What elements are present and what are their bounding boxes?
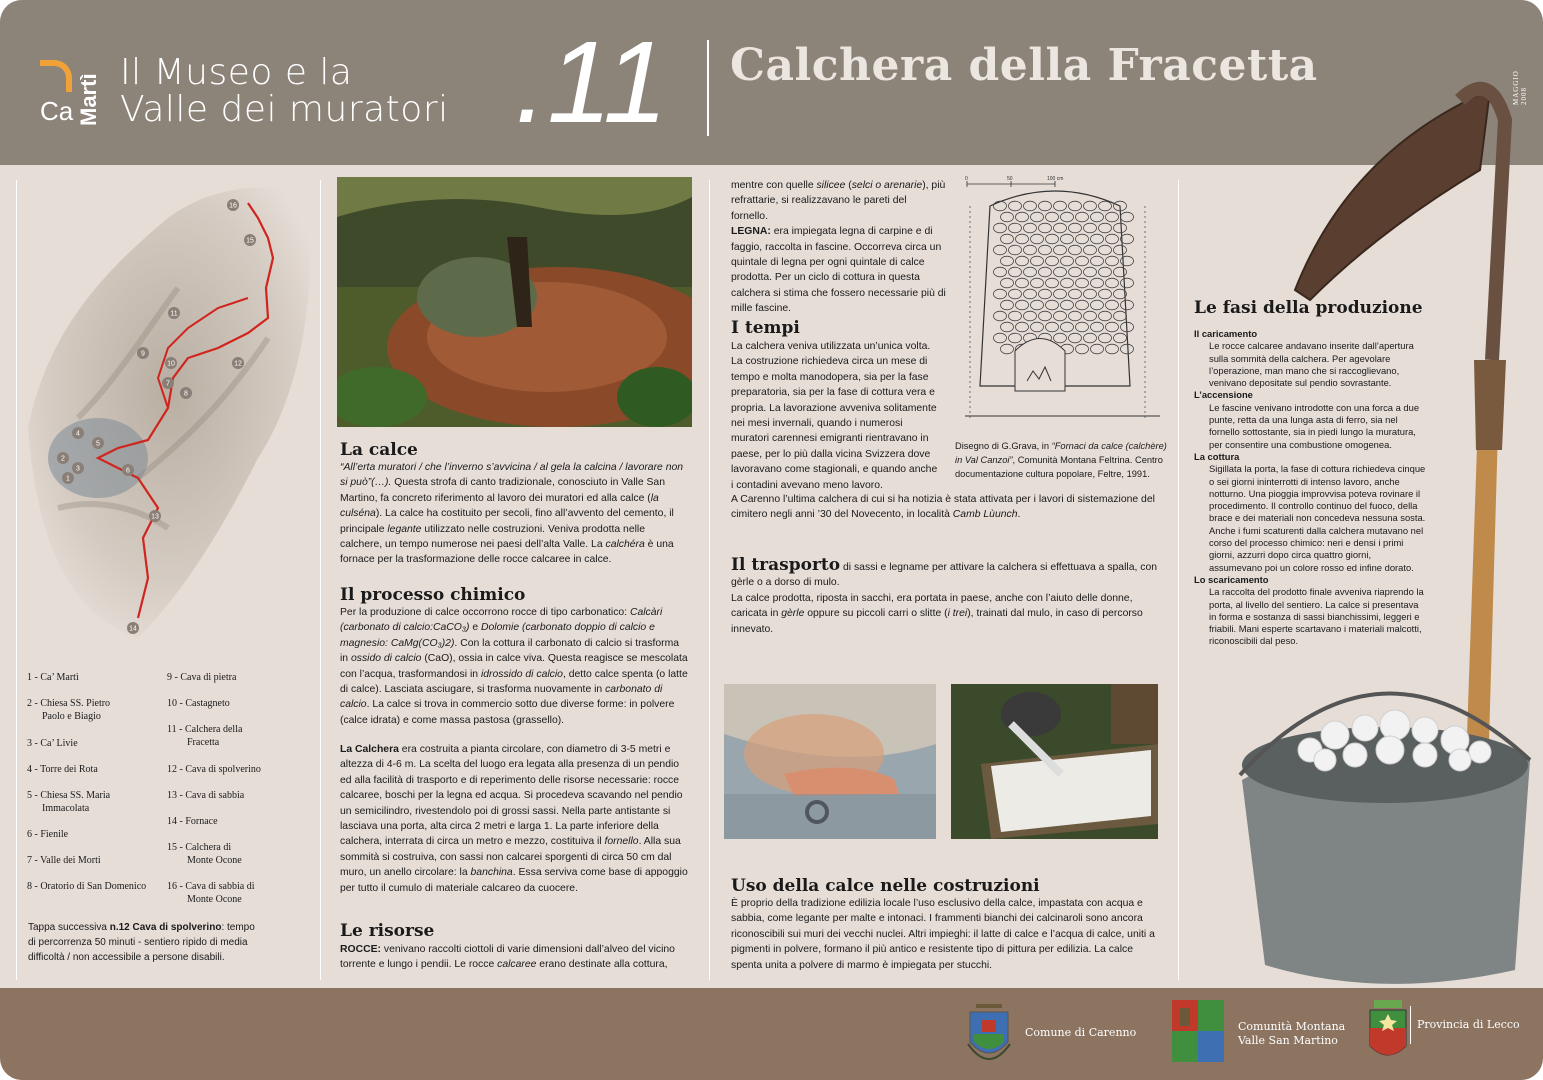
map-marker: 11: [170, 310, 178, 318]
drawing-stone: [994, 267, 1007, 277]
drawing-stone: [1031, 234, 1044, 244]
drawing-stone: [1016, 212, 1029, 222]
drawing-stone: [1009, 245, 1022, 255]
heading-processo-chimico: Il processo chimico: [340, 585, 526, 605]
footer-carenno: Comune di Carenno: [1025, 1026, 1137, 1039]
trail-map: [18, 178, 318, 648]
column-divider: [709, 180, 710, 980]
drawing-stone: [1054, 333, 1067, 343]
risorse-paragraph: ROCCE: venivano raccolti ciottoli di varie dimensioni dall’alveo del vicino torrente e lungo i pendii. Le rocce calcaree erano destinate alla cottura,: [340, 944, 675, 971]
column-divider: [16, 180, 17, 980]
drawing-stone: [1001, 212, 1014, 222]
footer-comunita: Comunità Montana Valle San Martino: [1238, 1020, 1346, 1047]
scale-label: 0: [965, 176, 968, 182]
drawing-stone: [1099, 267, 1112, 277]
legend-item: 12 - Cava di spolverino: [167, 764, 261, 775]
drawing-stone: [1121, 256, 1134, 266]
map-marker: 13: [151, 513, 159, 521]
drawing-stone: [1069, 333, 1082, 343]
map-marker: 8: [184, 390, 188, 398]
map-legend: [27, 671, 317, 911]
legend-item: 6 - Fienile: [27, 829, 69, 840]
drawing-stone: [1091, 322, 1104, 332]
comunita-montana-crest-icon: [1172, 1000, 1224, 1062]
map-marker: 7: [166, 380, 170, 388]
heading-il-trasporto: Il trasporto: [731, 555, 841, 575]
drawing-stone: [1099, 311, 1112, 321]
map-marker: 3: [76, 465, 80, 473]
legend-item: 14 - Fornace: [167, 816, 218, 827]
footer-provincia: Provincia di Lecco: [1417, 1018, 1520, 1031]
logo-marti: Martì: [76, 73, 101, 126]
provincia-lecco-crest-icon: [1366, 998, 1410, 1064]
drawing-stone: [1069, 267, 1082, 277]
drawing-stone: [1121, 344, 1134, 354]
drawing-stone: [1046, 278, 1059, 288]
footer-divider: [1410, 1006, 1411, 1044]
fase-item: Il caricamento Le rocce calcaree andavano inserite dall’apertura sulla sommità della calchera. Per agevolare l’operazione, man mano che si raccoglievano, venivano depositate sul pendio sovrastante.: [1194, 328, 1414, 389]
drawing-stone: [1076, 212, 1089, 222]
drawing-stone: [1084, 289, 1097, 299]
drawing-stone: [1091, 278, 1104, 288]
drawing-stone: [1114, 333, 1127, 343]
drawing-stone: [1054, 223, 1067, 233]
legend-item: 10 - Castagneto: [167, 698, 230, 709]
drawing-stone: [1009, 267, 1022, 277]
drawing-stone: [1106, 300, 1119, 310]
lime-putty-photo: [951, 684, 1158, 839]
drawing-stone: [1084, 245, 1097, 255]
drawing-stone: [1054, 267, 1067, 277]
map-marker: 5: [96, 440, 100, 448]
drawing-stone: [1069, 223, 1082, 233]
drawing-stone: [1121, 300, 1134, 310]
title-divider: [707, 40, 709, 136]
drawing-stone: [1091, 234, 1104, 244]
drawing-stone: [1031, 278, 1044, 288]
museum-title: [120, 54, 449, 128]
drawing-stone: [1061, 278, 1074, 288]
drawing-stone: [1009, 201, 1022, 211]
drawing-stone: [1009, 311, 1022, 321]
heading-i-tempi: I tempi: [731, 318, 800, 338]
drawing-stone: [1046, 256, 1059, 266]
museum-title-line1: Il Museo e la: [120, 52, 353, 93]
legend-item: 9 - Cava di pietra: [167, 672, 237, 683]
map-marker: 10: [167, 360, 175, 368]
drawing-stone: [1076, 234, 1089, 244]
drawing-stone: [1106, 212, 1119, 222]
drawing-stone: [1016, 278, 1029, 288]
uso-paragraph: È proprio della tradizione edilizia locale l’uso esclusivo della calce, impastata con acqua e sabbia, come legante per malte e intonaci. I frammenti bianchi dei calcinaroli sono ancora riconoscibili sui muri dei vecchi nuclei. Altri impieghi: il latte di calce e l’acqua di calce, uniti a pigmenti in polvere, formano il più antico e resistente tipo di pittura per edilizia. La calce spenta unita a polvere di marmo è impiegata per stucchi.: [731, 898, 1155, 971]
footer-band: [0, 988, 1543, 1080]
date-stamp: MAGGIO 2008: [1512, 70, 1528, 105]
drawing-stone: [1031, 300, 1044, 310]
drawing-stone: [1069, 245, 1082, 255]
scale-label: 100 cm: [1047, 176, 1064, 182]
drawing-stone: [1054, 201, 1067, 211]
drawing-stone: [1106, 278, 1119, 288]
wall-plaster-photo: [724, 684, 936, 839]
map-marker: 14: [129, 625, 137, 633]
risorse-continued-paragraph: mentre con quelle silicee (selci o arenarie), più refrattarie, si realizzavano le pareti del fornello. LEGNA: era impiegata legna di carpine e di faggio, raccolta in fascine. Occorreva circa un quintale di legna per ogni quintale di calce prodotta. Per un ciclo di cottura in questa calchera si stima che fossero necessarie più di mille fascine.: [731, 180, 946, 315]
calchera-ruin-photo: [337, 177, 692, 427]
drawing-stone: [994, 223, 1007, 233]
map-marker: 15: [246, 237, 254, 245]
map-marker: 2: [61, 455, 65, 463]
drawing-stone: [1099, 223, 1112, 233]
fase-item: La cottura Sigillata la porta, la fase di cottura richiedeva cinque o sei giorni ininterrotti di intenso lavoro, anche notturno. Una pioggia improvvisa poteva rovinare il procedimento. Il controllo continuo del fuoco, della brace e dei materiali non concedeva nessuna sosta. Anche i fumi scaturenti dalla calchera mutavano nel corso del processo chimico: neri e densi i primi giorni, azzurri dopo circa quattro giorni, assumevano poi un colore rosso ed infine dorato.: [1194, 450, 1426, 573]
legend-item: 13 - Cava di sabbia: [167, 790, 245, 801]
drawing-stone: [1054, 311, 1067, 321]
legend-item: 11 - Calchera della Fracetta: [167, 724, 243, 748]
heading-le-risorse: Le risorse: [340, 921, 435, 941]
hoe-and-lime-bucket-illustration: [1230, 60, 1543, 988]
tempi-paragraph: La calchera veniva utilizzata un’unica volta. La costruzione richiedeva circa un mese di tempo e molta manodopera, sia per la fase preparatoria, sia per la fase di cottura vera e propria. La lavorazione avveniva solitamente nei mesi invernali, quando i numerosi muratori carennesi emigranti rientravano in paese, per lo più dalla vicina Svizzera dove lavoravano come stagionali, e quando anche i contadini avevano meno lavoro.: [731, 341, 938, 491]
drawing-stone: [1054, 289, 1067, 299]
fase-item: Lo scaricamento La raccolta del prodotto finale avveniva riaprendo la porta, al livello del sentiero. La calce si presentava in forma e sostanza di sassi bianchissimi, leggeri e friabili. Mani esperte scartavano i materiali malcotti, riconoscibili dal peso.: [1194, 573, 1424, 647]
drawing-stone: [1076, 322, 1089, 332]
drawing-stone: [1046, 322, 1059, 332]
column-divider: [1178, 180, 1179, 980]
drawing-stone: [1009, 223, 1022, 233]
drawing-stone: [1001, 344, 1014, 354]
drawing-stone: [1039, 245, 1052, 255]
map-marker: 16: [229, 202, 237, 210]
logo-ca: Ca: [40, 96, 74, 126]
drawing-stone: [1061, 234, 1074, 244]
drawing-stone: [1024, 311, 1037, 321]
scale-label: 50: [1007, 176, 1013, 182]
drawing-stone: [1024, 201, 1037, 211]
carenno-crest-icon: [962, 994, 1016, 1066]
drawing-stone: [1046, 234, 1059, 244]
drawing-stone: [1046, 300, 1059, 310]
drawing-stone: [1001, 322, 1014, 332]
legend-item: 16 - Cava di sabbia di Monte Ocone: [167, 881, 255, 905]
next-stop-name: n.12 Cava di spolverino: [109, 922, 222, 933]
drawing-stone: [994, 245, 1007, 255]
map-marker: 12: [234, 360, 242, 368]
drawing-stone: [1099, 245, 1112, 255]
drawing-stone: [994, 333, 1007, 343]
fase-item: L’accensione Le fascine venivano introdotte con una forca a due punte, retta da una lunga asta di ferro, sia nel fornello sottostante, sia in piedi lungo la muratura, per consentire una combustione omogenea.: [1194, 389, 1420, 450]
drawing-stone: [1039, 311, 1052, 321]
drawing-stone: [1069, 289, 1082, 299]
legend-item: 3 - Ca’ Livie: [27, 738, 78, 749]
calchera-section-drawing: [955, 176, 1170, 431]
drawing-stone: [1084, 311, 1097, 321]
drawing-stone: [1069, 201, 1082, 211]
drawing-stone: [1091, 256, 1104, 266]
drawing-stone: [1046, 212, 1059, 222]
drawing-stone: [994, 289, 1007, 299]
drawing-stone: [1031, 256, 1044, 266]
drawing-stone: [1061, 256, 1074, 266]
drawing-stone: [1001, 234, 1014, 244]
drawing-stone: [1099, 201, 1112, 211]
drawing-stone: [1061, 300, 1074, 310]
drawing-stone: [1016, 234, 1029, 244]
drawing-stone: [1114, 245, 1127, 255]
drawing-stone: [1031, 212, 1044, 222]
drawing-stone: [1001, 300, 1014, 310]
legend-item: 5 - Chiesa SS. Maria Immacolata: [27, 790, 111, 814]
legend-item: 2 - Chiesa SS. Pietro Paolo e Biagio: [27, 698, 111, 722]
legend-item: 4 - Torre dei Rota: [27, 764, 98, 775]
drawing-stone: [1001, 256, 1014, 266]
drawing-stone: [994, 201, 1007, 211]
drawing-stone: [1061, 212, 1074, 222]
legend-item: 15 - Calchera di Monte Ocone: [167, 842, 242, 866]
logo-arc-icon: [40, 60, 72, 92]
map-marker: 4: [76, 430, 80, 438]
drawing-stone: [1106, 234, 1119, 244]
drawing-stone: [1039, 289, 1052, 299]
drawing-stone: [1084, 201, 1097, 211]
drawing-stone: [1114, 311, 1127, 321]
drawing-stone: [1024, 223, 1037, 233]
museum-title-line2: Valle dei muratori: [120, 89, 449, 130]
drawing-stone: [1121, 234, 1134, 244]
drawing-stone: [1099, 333, 1112, 343]
drawing-stone: [1016, 300, 1029, 310]
trasporto-paragraph: Il trasporto di sassi e legname per attivare la calchera si effettuava a spalla, con gèrle o a dorso di mulo. La calce prodotta, riposta in sacchi, era portata in paese, anche con l’aiuto delle donne, caricata in gèrle oppure su piccoli carri o slitte (i trei), trainati dal mulo, in caso di percorso innevato.: [731, 555, 1158, 635]
next-stop-info: Tappa successiva n.12 Cava di spolverino: tempo di percorrenza 50 minuti - sentiero ripido di media difficoltà / non accessibile a persone disabili.: [28, 922, 255, 963]
processo-paragraph: Per la produzione di calce occorrono rocce di tipo carbonatico: Calcàri (carbonato di calcio:CaCO₃) e Dolomie (carbonato doppio di calcio e magnesio: CaMg(CO₃)2). Con la cottura il carbonato di calcio si trasforma in ossido di calcio (CaO), ossia in calce viva. Questa reagisce se mescolata con l’acqua, trasformandosi in idrossido di calcio, detto calce spenta (o latte di calce). Lasciata asciugare, si trasforma nuovamente in carbonato di calcio. La calce si trova in commercio sotto due diverse forme: in polvere (calce idrata) e come massa pastosa (grassello).: [340, 607, 688, 726]
page-title: Calchera della Fracetta: [730, 40, 1318, 91]
drawing-stone: [1024, 289, 1037, 299]
drawing-stone: [1016, 322, 1029, 332]
drawing-stone: [1114, 223, 1127, 233]
map-marker: 6: [126, 467, 130, 475]
drawing-stone: [1121, 212, 1134, 222]
drawing-stone: [1054, 245, 1067, 255]
drawing-stone: [1106, 344, 1119, 354]
heading-la-calce: La calce: [340, 440, 418, 460]
tempi-paragraph-2: A Carenno l’ultima calchera di cui si ha notizia è stata attivata per i lavori di sistemazione del cimitero negli anni ’30 del Novecento, in località Camb Lùunch.: [731, 494, 1155, 521]
drawing-stone: [1076, 344, 1089, 354]
drawing-stone: [1069, 311, 1082, 321]
drawing-stone: [1076, 256, 1089, 266]
ca-marti-logo: [40, 58, 102, 128]
legend-item: 7 - Valle dei Morti: [27, 855, 101, 866]
drawing-stone: [1061, 322, 1074, 332]
heading-uso-calce: Uso della calce nelle costruzioni: [731, 876, 1040, 896]
drawing-stone: [1106, 256, 1119, 266]
drawing-stone: [1024, 245, 1037, 255]
drawing-stone: [1091, 344, 1104, 354]
map-marker: 1: [66, 475, 70, 483]
legend-item: 8 - Oratorio di San Domenico: [27, 881, 147, 892]
drawing-stone: [1099, 289, 1112, 299]
drawing-stone: [1031, 322, 1044, 332]
calce-paragraph: “All’erta muratori / che l’inverno s’avvicina / al gela la calcina / lavorare non si può”(…). Questa strofa di canto tradizionale, conosciuto in Valle San Martino, fa concreto riferimento al lavoro dei muratori ed alla calce (la culséna). La calce ha costituito per secoli, fino all’avvento del cemento, il principale legante utilizzato nelle costruzioni. Veniva prodotta nelle calchere, un tempo numerose nei paesi dell’alta Valle. La calchéra è una fornace per la trasformazione delle rocce calcaree in calce.: [340, 462, 684, 566]
heading-fasi-produzione: Le fasi della produzione: [1194, 298, 1423, 318]
stop-number: .11: [515, 17, 668, 147]
drawing-stone: [994, 311, 1007, 321]
drawing-stone: [1076, 300, 1089, 310]
legend-item: 1 - Ca’ Martì: [27, 672, 79, 683]
drawing-stone: [1001, 278, 1014, 288]
drawing-stone: [1024, 267, 1037, 277]
drawing-stone: [1106, 322, 1119, 332]
drawing-stone: [1091, 212, 1104, 222]
drawing-caption: Disegno di G.Grava, in “Fornaci da calce (calchère) in Val Canzoi”, Comunità Montana Feltrina. Centro documentazione cultura popolare, Feltre, 1991.: [955, 441, 1167, 479]
column-divider: [320, 180, 321, 980]
drawing-stone: [1121, 278, 1134, 288]
drawing-stone: [1091, 300, 1104, 310]
drawing-stone: [1084, 333, 1097, 343]
drawing-stone: [1076, 278, 1089, 288]
drawing-stone: [1016, 256, 1029, 266]
drawing-stone: [1009, 333, 1022, 343]
drawing-stone: [1084, 267, 1097, 277]
calchera-paragraph: La Calchera era costruita a pianta circolare, con diametro di 3-5 metri e altezza di 4-6 m. La scelta del luogo era legata alla presenza di un pendio ed alla facilità di trasporto e di reperimento delle risorse necessarie: rocce calcaree, boschi per la legna ed acqua. Si procedeva scavando nel pendio un semicilindro, rivestendolo poi di grossi sassi. Nella parte antistante si lasciava una porta, alta circa 2 metri e larga 1. La parte inferiore della calchera, interrata di circa un metro e mezzo, costituiva il fornello. Alla sua sommità si costruiva, con sassi non calcarei sporgenti di circa 50 cm dal muro, un anello circolare: la banchina. Essa serviva come base di appoggio per tutto il cumulo di materiale calcareo da cuocere.: [340, 744, 688, 894]
map-marker: 9: [141, 350, 145, 358]
drawing-stone: [1084, 223, 1097, 233]
drawing-stone: [1039, 201, 1052, 211]
drawing-stone: [1009, 289, 1022, 299]
drawing-stone: [1114, 267, 1127, 277]
drawing-stone: [1039, 223, 1052, 233]
drawing-stone: [1039, 267, 1052, 277]
